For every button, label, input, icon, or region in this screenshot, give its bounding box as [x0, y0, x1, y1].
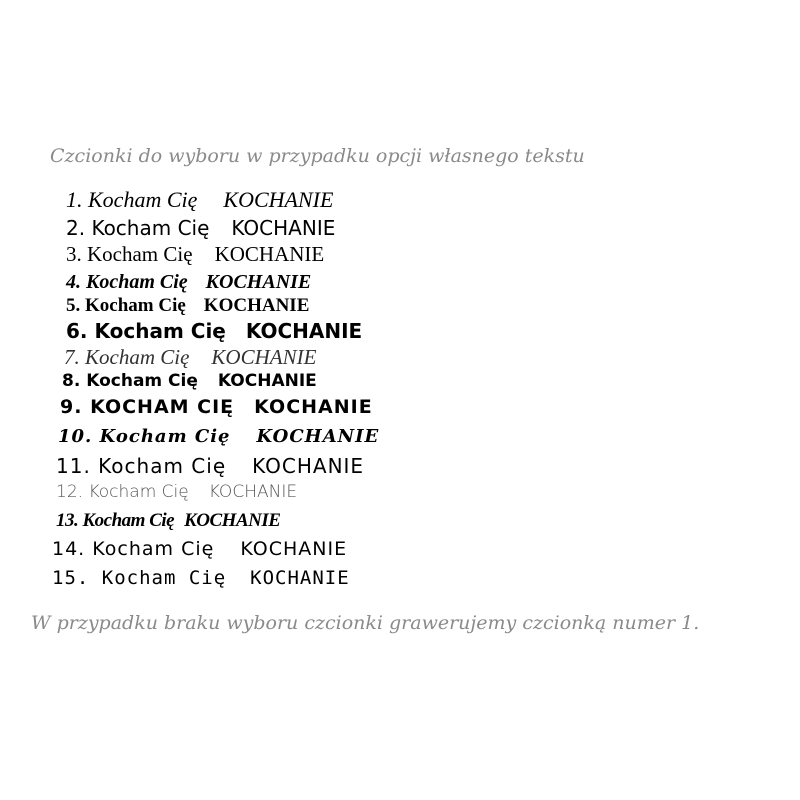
font-number: 14. [52, 538, 86, 560]
font-sample-6 [66, 321, 362, 341]
font-sample-text: Kocham Cię [88, 187, 198, 212]
font-sample-text: Kocham Cię [82, 510, 175, 531]
font-sample-13 [56, 511, 280, 530]
font-sample-caps: KOCHANIE [256, 426, 380, 447]
font-sample-caps: KOCHANIE [203, 295, 310, 316]
font-number: 11. [56, 454, 91, 478]
font-number: 12. [56, 482, 84, 502]
font-sample-text: KOCHAM CIĘ [90, 396, 235, 418]
font-number: 15. [52, 567, 90, 589]
font-sample-text: Kocham Cię [101, 567, 227, 589]
font-number: 9. [60, 396, 83, 418]
font-number: 10. [58, 426, 93, 447]
font-sample-15 [52, 569, 350, 588]
font-sample-10 [58, 428, 379, 446]
font-sample-caps: KOCHANIE [245, 319, 363, 343]
font-number: 6. [66, 319, 88, 343]
font-sample-caps: KOCHANIE [254, 396, 373, 418]
font-sample-text: Kocham Cię [86, 371, 198, 391]
font-number: 5. [66, 295, 81, 316]
font-number: 1. [66, 187, 83, 212]
font-sample-text: Kocham Cię [88, 482, 189, 502]
font-sample-text: Kocham Cię [87, 242, 193, 266]
font-sample-caps: KOCHANIE [240, 538, 348, 560]
font-sample-text: Kocham Cię [92, 538, 215, 560]
font-number: 3. [66, 242, 82, 266]
font-sample-text: Kocham Cię [85, 295, 186, 316]
font-sample-12 [56, 484, 297, 501]
font-sample-text: Kocham Cię [91, 216, 210, 240]
font-sample-caps: KOCHANIE [252, 454, 365, 478]
font-number: 4. [66, 271, 81, 293]
font-sample-caps: KOCHANIE [250, 567, 350, 589]
font-sample-1 [66, 189, 333, 211]
font-sample-caps: KOCHANIE [217, 371, 317, 391]
font-sample-caps: KOCHANIE [231, 216, 336, 240]
page-heading: Czcionki do wyboru w przypadku opcji własnego tekstu [50, 145, 585, 167]
font-sample-caps: KOCHANIE [214, 242, 325, 266]
font-number: 8. [62, 371, 81, 391]
font-sample-caps: KOCHANIE [223, 187, 334, 212]
font-number: 13. [56, 510, 79, 531]
font-sample-11 [56, 456, 364, 476]
default-font-note: W przypadku braku wyboru czcionki grawerujemy czcionką numer 1. [31, 612, 700, 634]
font-sample-7 [64, 347, 316, 368]
font-sample-2 [66, 218, 335, 238]
font-sample-14 [52, 540, 347, 559]
font-sample-caps: KOCHANIE [208, 482, 298, 502]
font-sample-9 [60, 398, 373, 417]
font-sample-caps: KOCHANIE [205, 271, 312, 293]
font-sample-3 [66, 244, 324, 265]
font-sample-text: Kocham Cię [85, 345, 190, 369]
font-sample-text: Kocham Cię [99, 426, 231, 447]
font-sample-caps: KOCHANIE [211, 345, 317, 369]
font-sample-caps: KOCHANIE [184, 510, 281, 531]
font-number: 7. [64, 345, 80, 369]
font-sample-5 [66, 296, 309, 315]
font-number: 2. [66, 216, 86, 240]
font-sample-text: Kocham Cię [86, 271, 188, 293]
font-sample-text: Kocham Cię [98, 454, 227, 478]
font-sample-8 [62, 373, 317, 390]
font-sample-4 [66, 272, 311, 292]
font-sample-text: Kocham Cię [94, 319, 226, 343]
